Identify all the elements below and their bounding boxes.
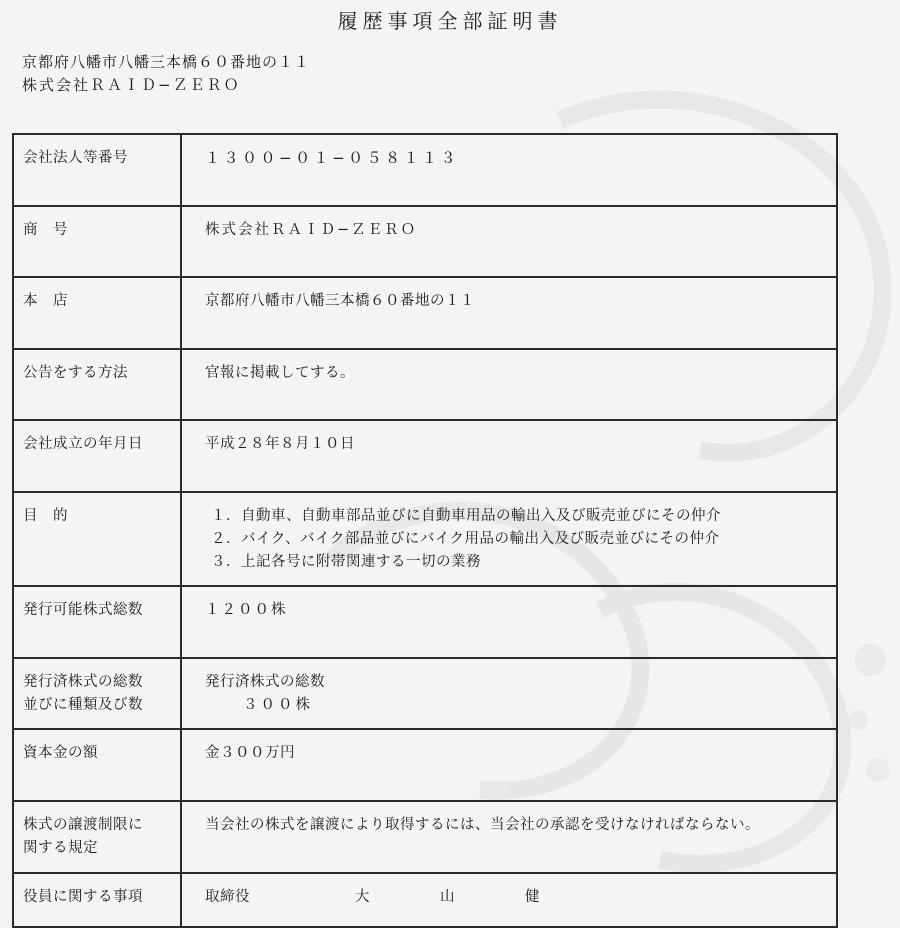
table-row	[13, 729, 837, 801]
header-company-name: 株式会社ＲＡＩＤ−ＺＥＲＯ	[22, 76, 241, 94]
head-office-value: 京都府八幡市八幡三本橋６０番地の１１	[181, 277, 837, 349]
document-title: 履歴事項全部証明書	[337, 9, 563, 33]
capital-label: 資本金の額	[13, 729, 181, 801]
issued-shares-value-line1: 発行済株式の総数	[205, 674, 325, 690]
transfer-restriction-label-line1: 株式の譲渡制限に	[23, 817, 143, 833]
purpose-value	[181, 492, 837, 586]
founded-date-value: 平成２８年８月１０日	[181, 420, 837, 492]
transfer-restriction-label	[13, 801, 181, 873]
table-row	[13, 206, 837, 277]
table-row	[13, 134, 837, 206]
purpose-item: ３．上記各号に附帯関連する一切の業務	[211, 554, 481, 570]
trade-name-label: 商 号	[13, 206, 181, 277]
table-row	[13, 586, 837, 658]
table-row	[13, 492, 837, 586]
purpose-item: １．自動車、自動車部品並びに自動車用品の輸出入及び販売並びにその仲介	[211, 508, 721, 524]
issued-shares-label-line2: 並びに種類及び数	[23, 697, 143, 713]
corporate-number-value	[181, 134, 837, 206]
officers-value	[181, 873, 837, 927]
authorized-shares-value	[181, 586, 837, 658]
transfer-restriction-label-line2: 関する規定	[23, 840, 98, 856]
corporate-number-label: 会社法人等番号	[13, 134, 181, 206]
registry-table	[12, 133, 838, 928]
capital-value: 金３００万円	[181, 729, 837, 801]
public-notice-label: 公告をする方法	[13, 349, 181, 420]
founded-date-label: 会社成立の年月日	[13, 420, 181, 492]
officer-name: 大 山 健	[355, 889, 568, 905]
table-row	[13, 420, 837, 492]
issued-shares-value	[181, 658, 837, 729]
purpose-item: ２．バイク、バイク部品並びにバイク用品の輸出入及び販売並びにその仲介	[211, 531, 720, 547]
corporate-number-text: １３００−０１−０５８１１３	[205, 149, 460, 167]
issued-shares-count: ３００株	[243, 697, 313, 713]
issued-shares-label	[13, 658, 181, 729]
authorized-shares-label: 発行可能株式総数	[13, 586, 181, 658]
trade-name-value	[181, 206, 837, 277]
authorized-shares-text: １２００株	[205, 602, 288, 618]
issued-shares-label-line1: 発行済株式の総数	[23, 674, 143, 690]
header-address: 京都府八幡市八幡三本橋６０番地の１１	[22, 53, 311, 71]
officer-title: 取締役	[205, 889, 250, 905]
trade-name-text: 株式会社ＲＡＩＤ−ＺＥＲＯ	[205, 222, 418, 238]
table-row	[13, 801, 837, 873]
purpose-label: 目 的	[13, 492, 181, 586]
table-row	[13, 277, 837, 349]
table-row	[13, 873, 837, 927]
transfer-restriction-value: 当会社の株式を譲渡により取得するには、当会社の承認を受けなければならない。	[181, 801, 837, 873]
public-notice-value: 官報に掲載してする。	[181, 349, 837, 420]
officers-label: 役員に関する事項	[13, 873, 181, 927]
table-row	[13, 658, 837, 729]
head-office-label: 本 店	[13, 277, 181, 349]
table-row	[13, 349, 837, 420]
